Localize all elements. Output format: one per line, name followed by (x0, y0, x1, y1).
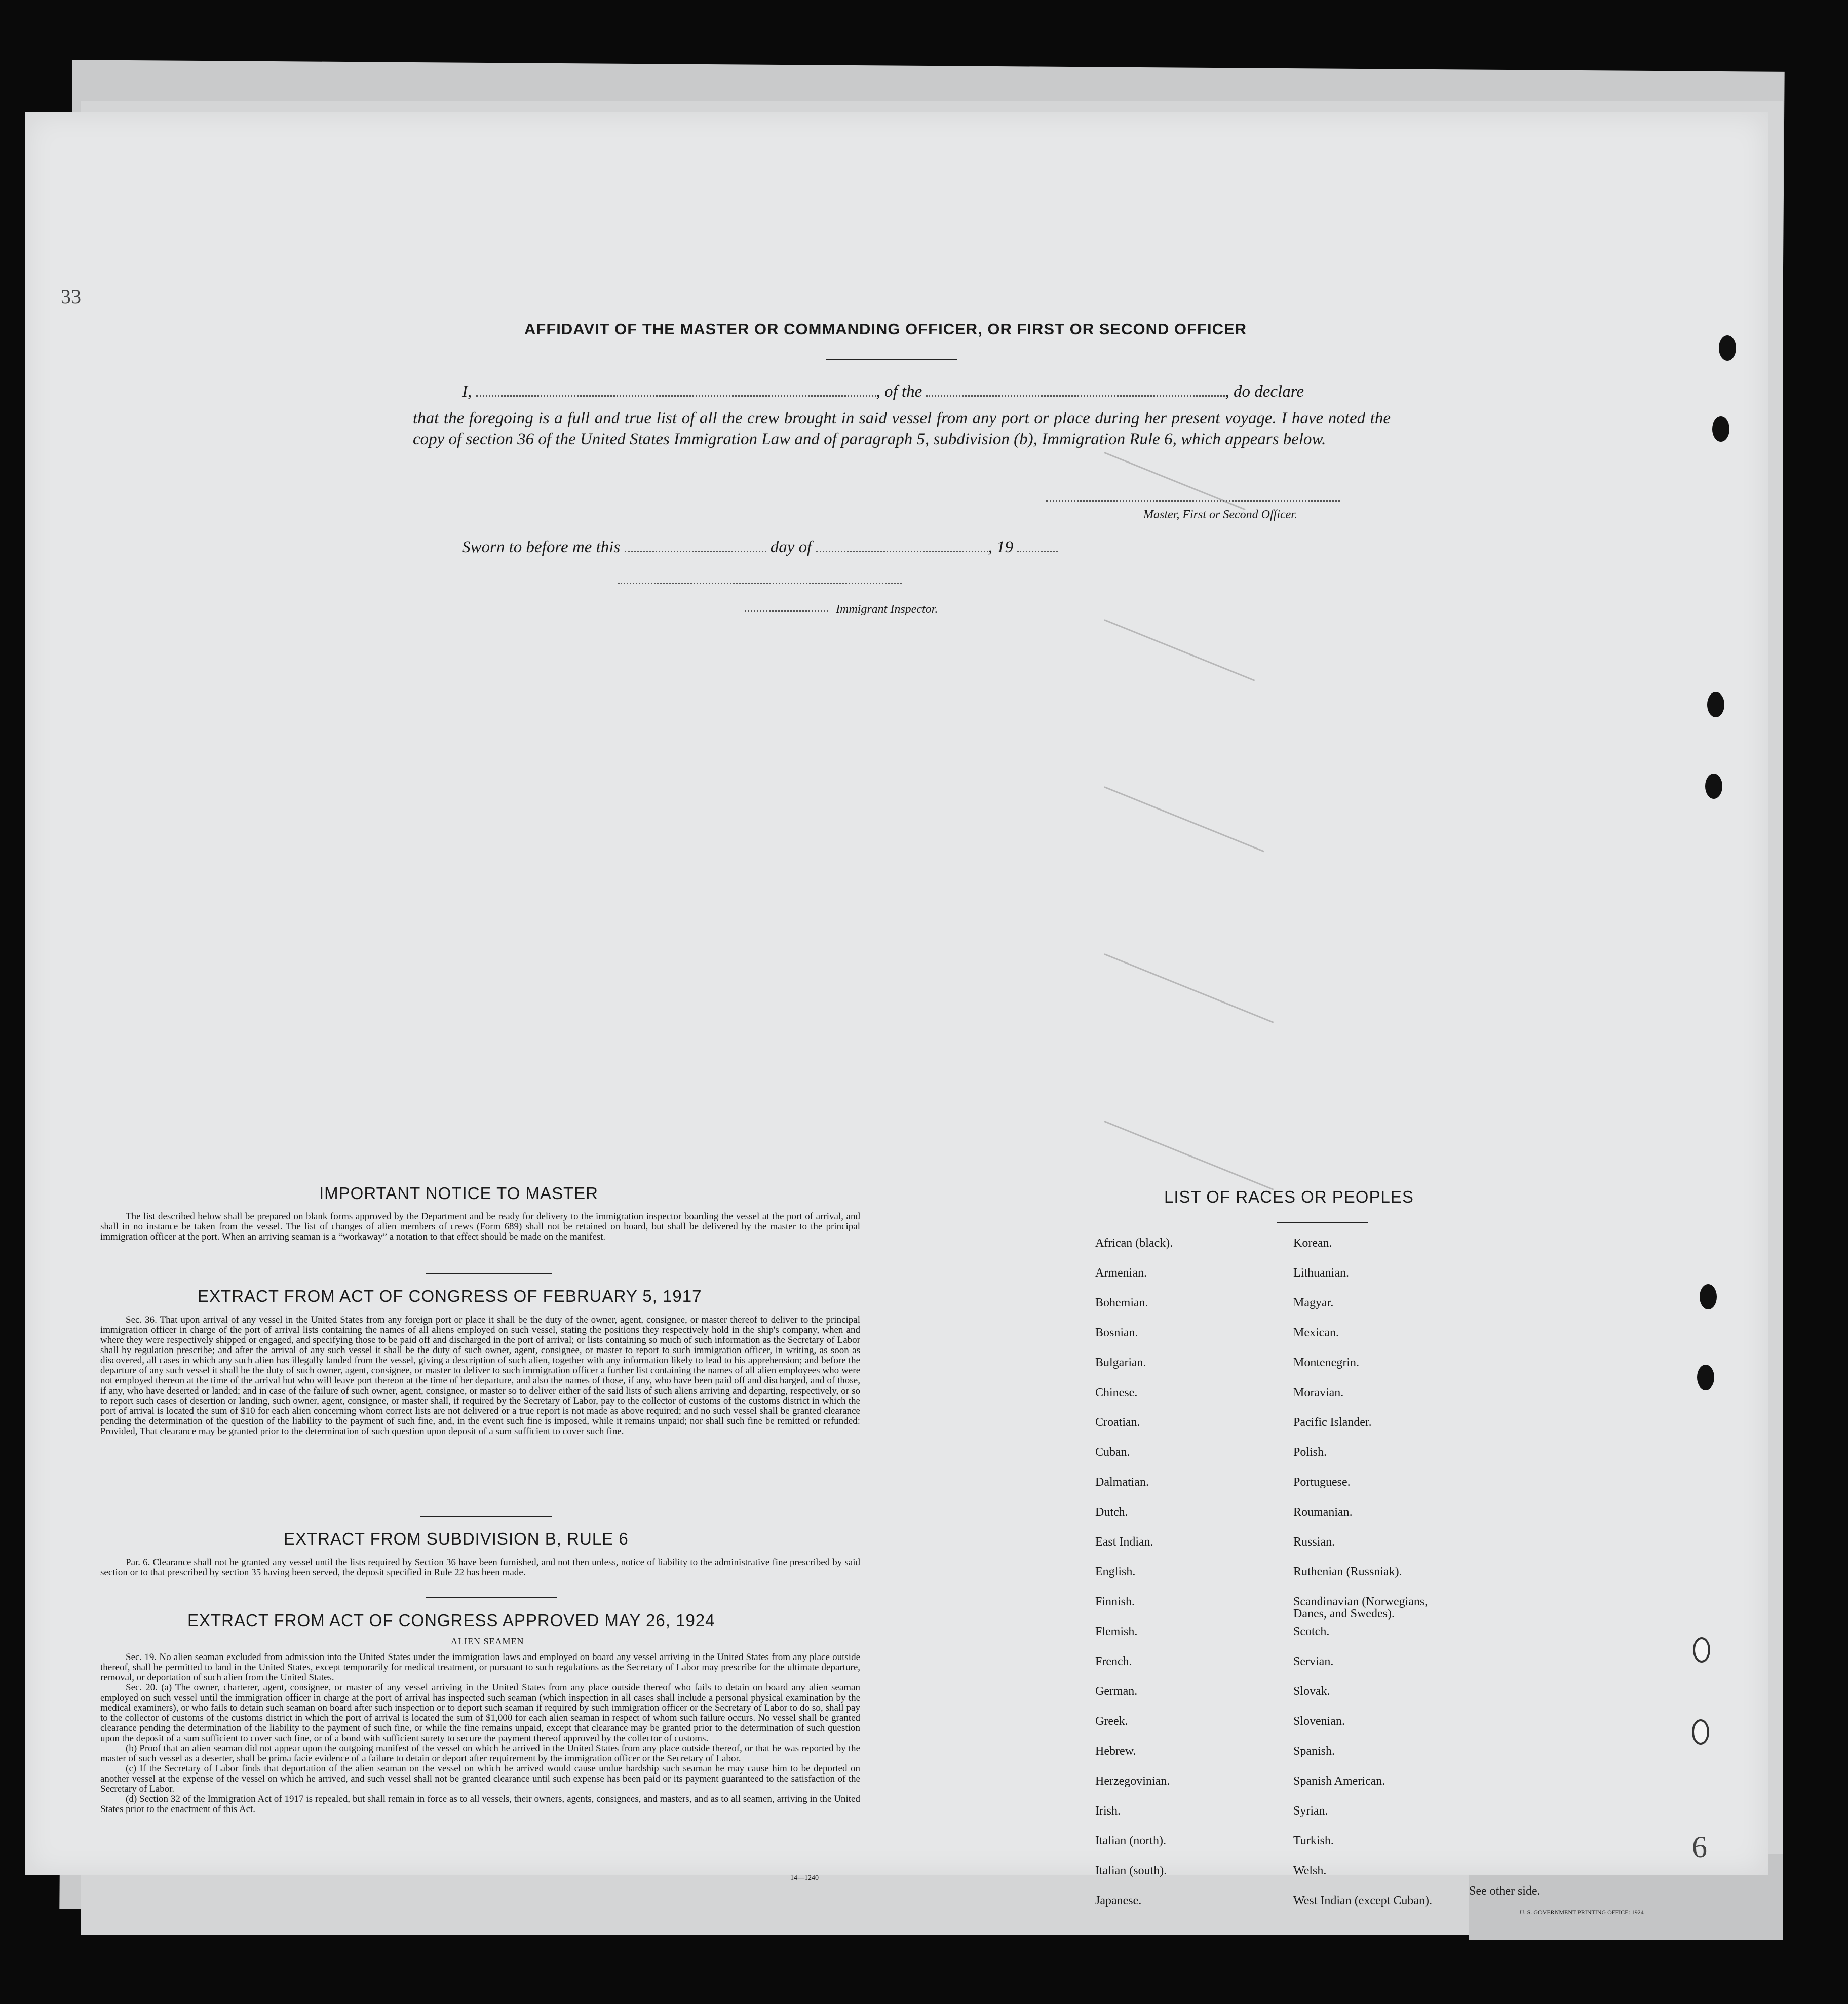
form-number: 14—1240 (790, 1874, 819, 1882)
race-item: Spanish American. (1293, 1775, 1385, 1788)
affidavit-statement: that the foregoing is a full and true list of all the crew brought in said vessel from any port or place during her present voyage. I have noted the copy of section 36 of the United States Immigration Law and of paragraph 5, subdivision (b), Immigration Rule 6, which appears below. (413, 409, 1391, 448)
race-item: Ruthenian (Russniak). (1293, 1565, 1402, 1578)
binder-hole (1719, 335, 1736, 361)
races-title: LIST OF RACES OR PEOPLES (1164, 1187, 1414, 1206)
section-rule (426, 1597, 557, 1598)
race-item: Slovenian. (1293, 1715, 1345, 1728)
title-rule (826, 359, 957, 360)
race-item: Turkish. (1293, 1834, 1334, 1847)
race-item: English. (1095, 1565, 1136, 1578)
section-rule (420, 1516, 552, 1517)
race-item: Dalmatian. (1095, 1476, 1149, 1489)
race-item: Portuguese. (1293, 1476, 1351, 1489)
race-item: Irish. (1095, 1804, 1121, 1818)
race-item: Welsh. (1293, 1864, 1327, 1877)
extract-1924-title: EXTRACT FROM ACT OF CONGRESS APPROVED MAY 26, 1924 (187, 1611, 715, 1630)
extract-rule6-text: Par. 6. Clearance shall not be granted any vessel until the lists required by Section 36 have been furnished, and not then unless, notice of liability to the administrative fine prescribed by said section or to that prescribed by section 35 having been served, the deposit specified in Rule 22 has been made. (100, 1557, 860, 1578)
extract-1917-text: Sec. 36. That upon arrival of any vessel in the United States from any foreign port or place it shall be the duty of the owner, agent, consignee, or master thereof to deliver to the principal immigration officer in charge of the port of arrival lists containing the names of all aliens employed on such vessel, stating the positions they respectively hold in the ship's company, when and where they were respectively shipped or engaged, and specifying those to be paid off and discharged in the port of arrival; or lists containing so much of such information as the Secretary of Labor shall by regulation prescribe; and after the arrival of any such vessel it shall be the duty of such owner, agent, consignee, or master to report to such immigration officer, in writing, as soon as discovered, all cases in which any such alien has illegally landed from the vessel, giving a description of such alien, together with any information likely to lead to his apprehension; and before the departure of any such vessel it shall be the duty of such owner, agent, consignee, or master to deliver to such immigration officer a further list containing the names of all alien employees who were not employed thereon at the time of the arrival but who will leave port thereon at the time of her departure, and also the names of those, if any, who have been paid off and discharged, and of those, if any, who have deserted or landed; and in case of the failure of such owner, agent, consignee, or master so to deliver either of the said lists of such aliens arriving and departing, respectively, or so to report such cases of desertion or landing, such owner, agent, consignee, or master shall, if required by the Secretary of Labor, pay to the collector of customs of the customs district in which the port of arrival is located the sum of $10 for each alien concerning whom correct lists are not delivered or a true report is not made as above required; and no such vessel shall be granted clearance pending the determination of the question of the liability to the payment of such fine, and, in the event such fine is imposed, while it remains unpaid; nor shall such fine be remitted or refunded: Provided, That clearance may be granted prior to the determination of such question upon deposit of a sum sufficient to cover such fine. (100, 1315, 860, 1437)
race-item: Pacific Islander. (1293, 1416, 1372, 1429)
race-item: Flemish. (1095, 1625, 1138, 1638)
extract-1924-text: Sec. 19. No alien seaman excluded from admission into the United States under the immigration laws and employed on board any vessel arriving in the United States from any place outside thereof, shall be permitted to land in the United States, except temporarily for medical treatment, or pursuant to such regulations as the Secretary of Labor may prescribe for the ultimate departure, removal, or deportation of such alien from the United States. Sec. 20. (a) The owner, charterer, agent, consignee, or master of any vessel arriving in the United States from any place outside thereof who fails to detain on board any alien seaman employed on such vessel until the immigration officer in charge at the port of arrival has inspected such seaman (which inspection in all cases shall include a personal physical examination by the medical examiners), or who fails to detain such seaman on board after such inspection or to deport such seaman if required by such immigration officer or the Secretary of Labor to do so, shall pay to the collector of customs of the customs district in which the port of arrival is located the sum of $1,000 for each alien seaman in respect of whom such failure occurs. No vessel shall be granted clearance pending the determination of the liability to the payment of such fine, or while the fine remains unpaid, except that clearance may be granted prior to the determination of such question upon the deposit of a sum sufficient to cover such fine, or of a bond with sufficient surety to secure the payment thereof approved by the collector of customs. (b) Proof that an alien seaman did not appear upon the outgoing manifest of the vessel on which he arrived in the United States from any place outside thereof, or that he was reported by the master of such vessel as a deserter, shall be prima facie evidence of a failure to detain or deport after requirement by the immigration officer or the Secretary of Labor. (c) If the Secretary of Labor finds that deportation of the alien seaman on the vessel on which he arrived would cause undue hardship such seaman he may cause him to be deported on another vessel at the expense of the vessel on which he arrived, and such vessel shall not be granted clearance until such expense has been paid or its payment guaranteed to the satisfaction of the Secretary of Labor. (d) Section 32 of the Immigration Act of 1917 is repealed, but shall remain in force as to all vessels, their owners, agents, consignees, and masters, and as to all seamen, arriving in the United States prior to the enactment of this Act. (100, 1652, 860, 1815)
race-item: Chinese. (1095, 1386, 1138, 1399)
race-item: African (black). (1095, 1237, 1173, 1250)
section-rule (426, 1273, 552, 1274)
race-item: Roumanian. (1293, 1506, 1353, 1519)
race-item: Spanish. (1293, 1745, 1335, 1758)
race-item: Servian. (1293, 1655, 1334, 1668)
race-item: Japanese. (1095, 1894, 1142, 1907)
inspector-label: Immigrant Inspector. (836, 603, 938, 616)
race-item: Mexican. (1293, 1326, 1339, 1339)
signature-label: Master, First or Second Officer. (1143, 508, 1297, 521)
sworn-line: Sworn to before me this day of , 19 (462, 538, 1058, 557)
binder-hole (1692, 1719, 1709, 1745)
race-item: Lithuanian. (1293, 1266, 1349, 1280)
extract-rule6-title: EXTRACT FROM SUBDIVISION B, RULE 6 (284, 1529, 629, 1548)
race-item: Dutch. (1095, 1506, 1128, 1519)
faint-mark (1104, 953, 1274, 1023)
margin-mark: 33 (61, 285, 81, 308)
binder-hole (1705, 774, 1722, 799)
race-item: East Indian. (1095, 1535, 1153, 1549)
race-item: Greek. (1095, 1715, 1128, 1728)
name-blank (476, 395, 876, 397)
race-item: Slovak. (1293, 1685, 1330, 1698)
printing-office: U. S. GOVERNMENT PRINTING OFFICE: 1924 (1520, 1909, 1644, 1916)
races-rule (1277, 1222, 1368, 1223)
binder-hole (1693, 1637, 1710, 1663)
race-item: Korean. (1293, 1237, 1332, 1250)
month-blank (816, 551, 988, 552)
alien-seamen-subtitle: ALIEN SEAMEN (451, 1636, 524, 1646)
signature-line (1046, 500, 1340, 502)
binder-hole (1700, 1284, 1717, 1309)
race-item: Moravian. (1293, 1386, 1344, 1399)
binder-hole (1707, 692, 1724, 717)
race-item: German. (1095, 1685, 1138, 1698)
binder-hole (1712, 416, 1729, 442)
extract-1917-title: EXTRACT FROM ACT OF CONGRESS OF FEBRUARY 5, 1917 (198, 1287, 702, 1305)
race-item: Italian (north). (1095, 1834, 1166, 1847)
race-item: Bulgarian. (1095, 1356, 1146, 1369)
race-item: Armenian. (1095, 1266, 1147, 1280)
race-item: Montenegrin. (1293, 1356, 1359, 1369)
race-item: Hebrew. (1095, 1745, 1136, 1758)
race-item: Herzegovinian. (1095, 1775, 1170, 1788)
day-blank (625, 551, 766, 552)
margin-mark: 6 (1692, 1830, 1707, 1864)
see-other-side: See other side. (1469, 1884, 1541, 1898)
race-item: Russian. (1293, 1535, 1335, 1549)
race-item: Finnish. (1095, 1595, 1135, 1608)
race-item: Cuban. (1095, 1446, 1130, 1459)
notice-title: IMPORTANT NOTICE TO MASTER (319, 1184, 599, 1203)
affidavit-declaration-line: I, , of the , do declare (462, 382, 1304, 401)
inspector-signature-line (618, 583, 902, 584)
faint-mark (1104, 1121, 1274, 1190)
race-item: Bohemian. (1095, 1296, 1148, 1309)
race-item: French. (1095, 1655, 1132, 1668)
race-item: Scandinavian (Norwegians, Danes, and Swedes). (1293, 1595, 1428, 1621)
binder-hole (1697, 1365, 1714, 1390)
inspector-dots (745, 610, 828, 612)
race-item: Magyar. (1293, 1296, 1334, 1309)
race-item: Croatian. (1095, 1416, 1140, 1429)
faint-mark (1104, 786, 1264, 852)
year-blank (1017, 551, 1058, 552)
race-item: West Indian (except Cuban). (1293, 1894, 1432, 1907)
vessel-blank (926, 395, 1225, 397)
race-item: Bosnian. (1095, 1326, 1138, 1339)
race-item: Syrian. (1293, 1804, 1328, 1818)
faint-mark (1104, 619, 1255, 681)
race-item: Italian (south). (1095, 1864, 1167, 1877)
notice-text: The list described below shall be prepared on blank forms approved by the Department and be ready for delivery to the immigration inspector boarding the vessel at the port of arrival, and shall in no instance be taken from the vessel. The list of changes of alien members of crews (Form 689) shall not be retained on board, but shall be delivered by the master to the principal immigration officer at the port. When an arriving seaman is a “workaway” a notation to that effect should be made on the manifest. (100, 1211, 860, 1242)
race-item: Polish. (1293, 1446, 1327, 1459)
affidavit-title: AFFIDAVIT OF THE MASTER OR COMMANDING OFFICER, OR FIRST OR SECOND OFFICER (524, 320, 1247, 338)
race-item: Scotch. (1293, 1625, 1330, 1638)
